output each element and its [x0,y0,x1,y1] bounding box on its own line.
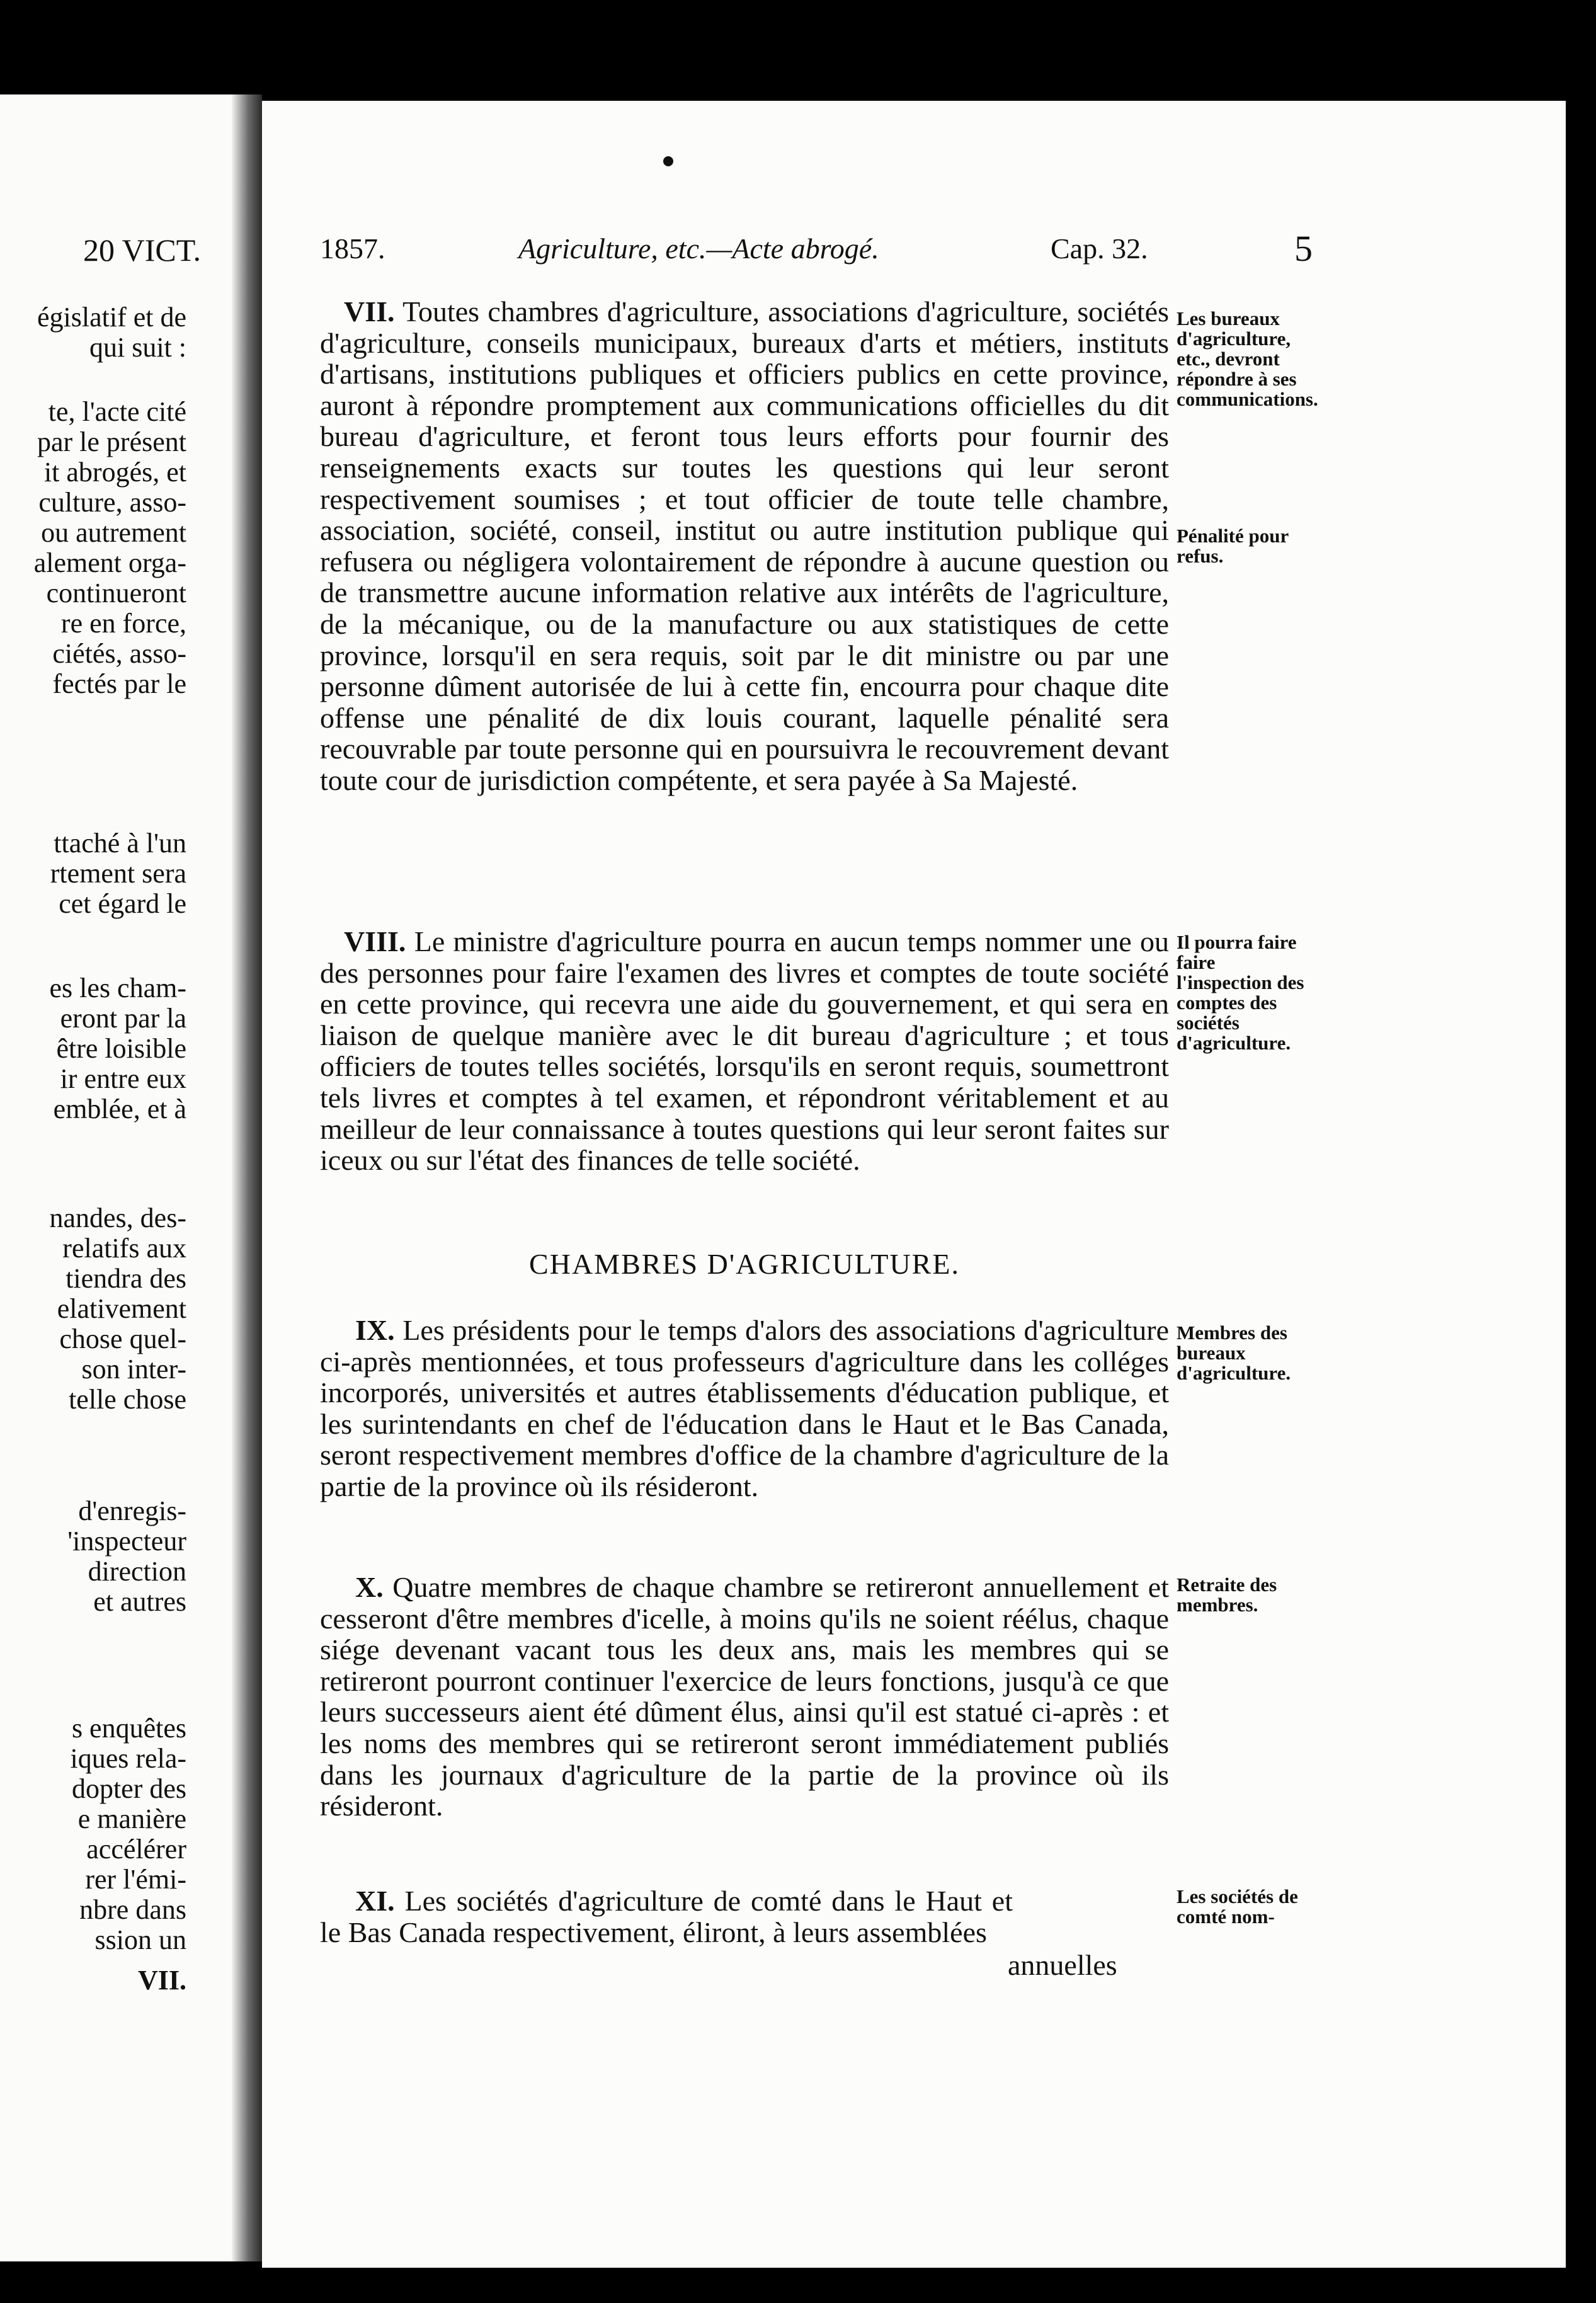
fragment-line: chose quel- [59,1324,186,1354]
fragment-line: accélérer [86,1834,186,1865]
fragment-line: eront par la [60,1003,186,1034]
fragment-line: nandes, des- [49,1203,186,1233]
margin-note: Les sociétés de comté nom- [1177,1885,1298,1928]
section-viii [320,926,1169,1176]
fragment-line: alement orga- [33,548,186,578]
fragment-line: son inter- [81,1354,186,1385]
fragment-line: culture, asso- [38,488,186,518]
section-number: X. [355,1571,384,1603]
margin-note: Pénalité pour refus. [1177,525,1289,567]
fragment-line: qui suit : [89,333,186,363]
margin-note: Les bureaux d'agriculture, etc., devront répondre à ses communications. [1177,307,1318,410]
fragment-line: direction [88,1557,186,1587]
fragment-line: dopter des [71,1774,186,1804]
margin-note: Membres des bureaux d'agriculture. [1177,1322,1291,1384]
header-chapter: Cap. 32. [1051,232,1148,265]
fragment-line: d'enregis- [78,1496,186,1526]
section-number: VIII. [344,925,406,957]
section-vii [320,296,1169,796]
section-ix [320,1315,1169,1502]
section-heading: CHAMBRES D'AGRICULTURE. [529,1248,960,1280]
fragment-line: elativement [57,1294,186,1324]
left-page [0,94,232,2261]
header-title: Agriculture, etc.—Acte abrogé. [518,232,879,265]
section-text: Le ministre d'agriculture pourra en aucun temps nommer une ou des personnes pour faire l'examen des livres et comptes de toute société en cette province, qui recevra une aide du gouvernement, et qui sera en liaison de quelque manière avec le dit bureau d'agriculture ; et tous officiers de toutes telles sociétés, lorsqu'ils en seront requis, soumettront tels livres et comptes à tel examen, et répondront véritablement et au meilleur de leur connaissance à toutes questions qui leur seront faites sur iceux ou sur l'état des finances de telle société. [320,925,1170,1177]
fragment-line: VII. [137,1965,186,1996]
fragment-line: ou autrement [41,518,186,548]
page-number: 5 [1294,228,1313,269]
fragment-line: continueront [46,578,186,609]
fragment-line: égislatif et de [37,302,186,333]
left-page-header: 20 VICT. [83,232,202,268]
fragment-line: rer l'émi- [85,1865,186,1895]
section-xi [320,1885,1013,1948]
left-fragment-block-2 [0,828,186,919]
margin-note: Il pourra faire faire l'inspection des comptes des sociétés d'agriculture. [1177,931,1304,1054]
fragment-line: 'inspecteur [67,1526,186,1557]
fragment-line: telle chose [69,1385,186,1415]
fragment-line: re en force, [60,609,186,639]
fragment-line: it abrogés, et [43,457,186,488]
section-text: Les sociétés d'agriculture de comté dans le Haut et le Bas Canada respectivement, éliront, à leurs assemblées [320,1885,1013,1948]
fragment-line: s enquêtes [71,1713,186,1744]
fragment-line: te, l'acte cité [48,397,186,427]
left-fragment-block-0 [0,302,186,363]
left-catchword [0,1965,186,1996]
section-number: XI. [355,1885,395,1917]
fragment-line: iques rela- [70,1744,186,1774]
fragment-line: être loisible [56,1034,186,1064]
section-number: IX. [355,1314,395,1346]
fragment-line: e manière [77,1804,186,1834]
fragment-line: fectés par le [52,669,186,699]
fragment-line: nbre dans [79,1895,186,1925]
fragment-line: ssion un [94,1925,186,1955]
fragment-line: emblée, et à [53,1094,186,1124]
fragment-line: et autres [93,1587,186,1617]
fragment-line: ir entre eux [60,1064,186,1094]
book-gutter [232,94,262,2261]
left-fragment-block-1 [0,397,186,699]
fragment-line: par le présent [37,427,186,457]
fragment-line: rtement sera [50,859,186,889]
page-catchword: annuelles [1008,1949,1117,1981]
section-x [320,1572,1169,1822]
fragment-line: ttaché à l'un [54,828,186,859]
fragment-line: es les cham- [49,973,186,1003]
fragment-line: relatifs aux [62,1233,186,1264]
fragment-line: cet égard le [59,889,186,919]
left-fragment-block-4 [0,1203,186,1415]
section-number: VII. [344,295,395,328]
left-fragment-block-3 [0,973,186,1124]
ink-dot [663,156,673,166]
section-text: Toutes chambres d'agriculture, associations d'agriculture, sociétés d'agriculture, conseils municipaux, bureaux d'arts et métiers, instituts d'artisans, institutions publiques et officiers publics en cette province, auront à répondre promptement aux communications officielles du dit bureau d'agriculture, et feront tous leurs efforts pour fournir des renseignements exacts sur toutes les questions qui leur seront respectivement soumises ; et tout officier de toute telle chambre, association, société, conseil, institut ou autre institution publique qui refusera ou négligera volontairement de répondre à aucune question ou de transmettre aucune information relative aux intérêts de l'agriculture, de la mécanique, ou de la manufacture ou aux statistiques de cette province, lorsqu'il en sera requis, soit par le dit ministre ou par une personne dûment autorisée de lui à cette fin, encourra pour chaque dite offense une pénalité de dix louis courant, laquelle pénalité sera recouvrable par toute personne qui en poursuivra le recouvrement devant toute cour de jurisdiction compétente, et sera payée à Sa Majesté. [320,295,1169,796]
fragment-line: ciétés, asso- [52,639,186,669]
section-text: Les présidents pour le temps d'alors des associations d'agriculture ci-après mentionnées, et tous professeurs d'agriculture dans les colléges incorporés, universités et autres établissements d'éducation publique, et les surintendants en chef de l'éducation dans le Haut et le Bas Canada, seront respectivement membres d'office de la chambre d'agriculture de la partie de la province où ils résideront. [320,1314,1170,1502]
left-fragment-block-6 [0,1713,186,1955]
fragment-line: tiendra des [66,1264,186,1294]
header-year: 1857. [320,232,385,265]
left-fragment-block-5 [0,1496,186,1617]
section-text: Quatre membres de chaque chambre se retireront annuellement et cesseront d'être membres d'icelle, à moins qu'ils ne soient réélus, chaque siége devenant vacant tous les deux ans, mais les membres qui se retireront pourront continuer l'exercice de leurs fonctions, jusqu'à ce que leurs successeurs aient été dûment élus, ainsi qu'il est statué ci-après : et les noms des membres qui se retireront seront immédiatement publiés dans les journaux d'agriculture de la partie de la province où ils résideront. [320,1571,1170,1822]
margin-note: Retraite des membres. [1177,1574,1277,1616]
